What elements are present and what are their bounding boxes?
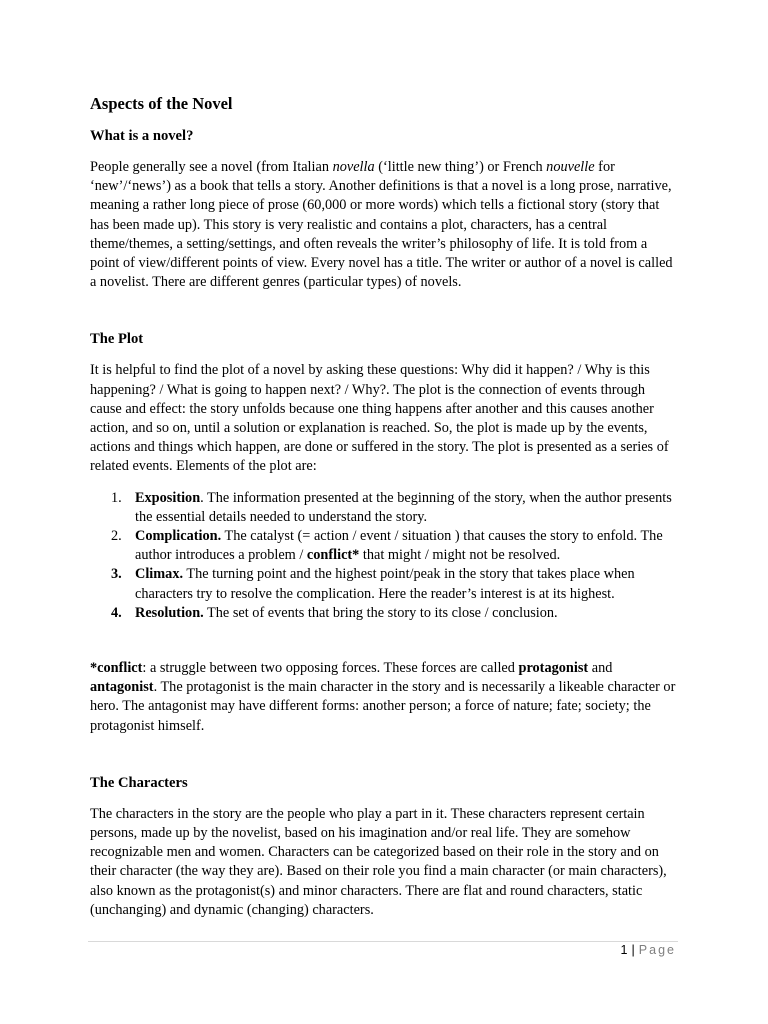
document-page bbox=[90, 94, 677, 920]
term-complication: Complication. bbox=[135, 528, 222, 545]
list-number: 3. bbox=[111, 566, 122, 583]
footer-separator: | bbox=[627, 943, 639, 957]
paragraph-characters: The characters in the story are the people who play a part in it. These characters represent certain persons, made up by the novelist, based on his imagination and/or real life. They are somehow recognizable men and women. Characters can be categorized based on their role in the story and on their character (the way they are). Based on their role you find a main character (or main characters), also known as the protagonist(s) and minor characters. There are flat and round characters, static (unchanging) and dynamic (changing) characters. bbox=[90, 805, 667, 918]
list-item-exposition: 1. Exposition. The information presented at the beginning of the story, when the author presents the essential details needed to understand the story. bbox=[111, 489, 672, 525]
term-resolution: Resolution. bbox=[135, 604, 204, 621]
footer-divider bbox=[88, 941, 678, 942]
page-label: Page bbox=[638, 943, 676, 957]
list-item-climax: 3. Climax. The turning point and the highest point/peak in the story that takes place when characters try to resolve the complication. Here the reader’s interest is at its highest. bbox=[111, 566, 635, 602]
list-number: 2. bbox=[111, 528, 122, 545]
page-number: 1 bbox=[620, 943, 628, 957]
paragraph-novel-definition: People generally see a novel (from Italian novella (‘little new thing’) or French nouvelle for ‘new’/‘news’) as a book that tells a story. Another definitions is that a novel is a long prose, narrative, meaning a rather long piece of prose (60,000 or more words) which tells a fictional story (story that has been made up). This story is very realistic and contains a plot, characters, has a central theme/themes, a setting/settings, and often reveals the writer’s philosophy of life. It is told from a point of view/different points of view. Every novel has a title. The writer or author of a novel is called a novelist. There are different genres (particular types) of novels. bbox=[90, 159, 673, 291]
document-title: Aspects of the Novel bbox=[90, 94, 233, 113]
list-number: 1. bbox=[111, 489, 122, 506]
term-exposition: Exposition bbox=[135, 489, 201, 506]
term-climax: Climax. bbox=[135, 566, 184, 583]
heading-the-plot: The Plot bbox=[90, 331, 144, 348]
heading-what-is-a-novel: What is a novel? bbox=[90, 128, 194, 144]
paragraph-plot: It is helpful to find the plot of a novel by asking these questions: Why did it happen? / Why is this happening? / What is going to happen next? / Why?. The plot is the connection of events through cause and effect: the story unfolds because one thing happens after another and this causes another action, and so on, until a solution or explanation is reached. So, the plot is made up by the events, actions and things which happen, are done or suffered in the story. The plot is presented as a series of related events. Elements of the plot are: bbox=[90, 362, 669, 475]
term-conflict: conflict* bbox=[306, 547, 360, 564]
list-number: 4. bbox=[111, 604, 122, 621]
list-item-complication: 2. Complication. The catalyst (= action / event / situation ) that causes the story to enfold. The author introduces a problem / conflict* that might / might not be resolved. bbox=[111, 528, 663, 564]
list-item-resolution: 4. Resolution. The set of events that bring the story to its close / conclusion. bbox=[90, 604, 677, 623]
paragraph-conflict-definition: *conflict: a struggle between two opposing forces. These forces are called protagonist and antagonist. The protagonist is the main character in the story and is necessarily a likeable character or hero. The antagonist may have different forms: another person; a force of nature; fate; society; the protagonist himself. bbox=[90, 660, 676, 734]
page-footer bbox=[620, 943, 676, 957]
heading-the-characters: The Characters bbox=[90, 774, 188, 791]
plot-elements-list bbox=[90, 489, 677, 623]
